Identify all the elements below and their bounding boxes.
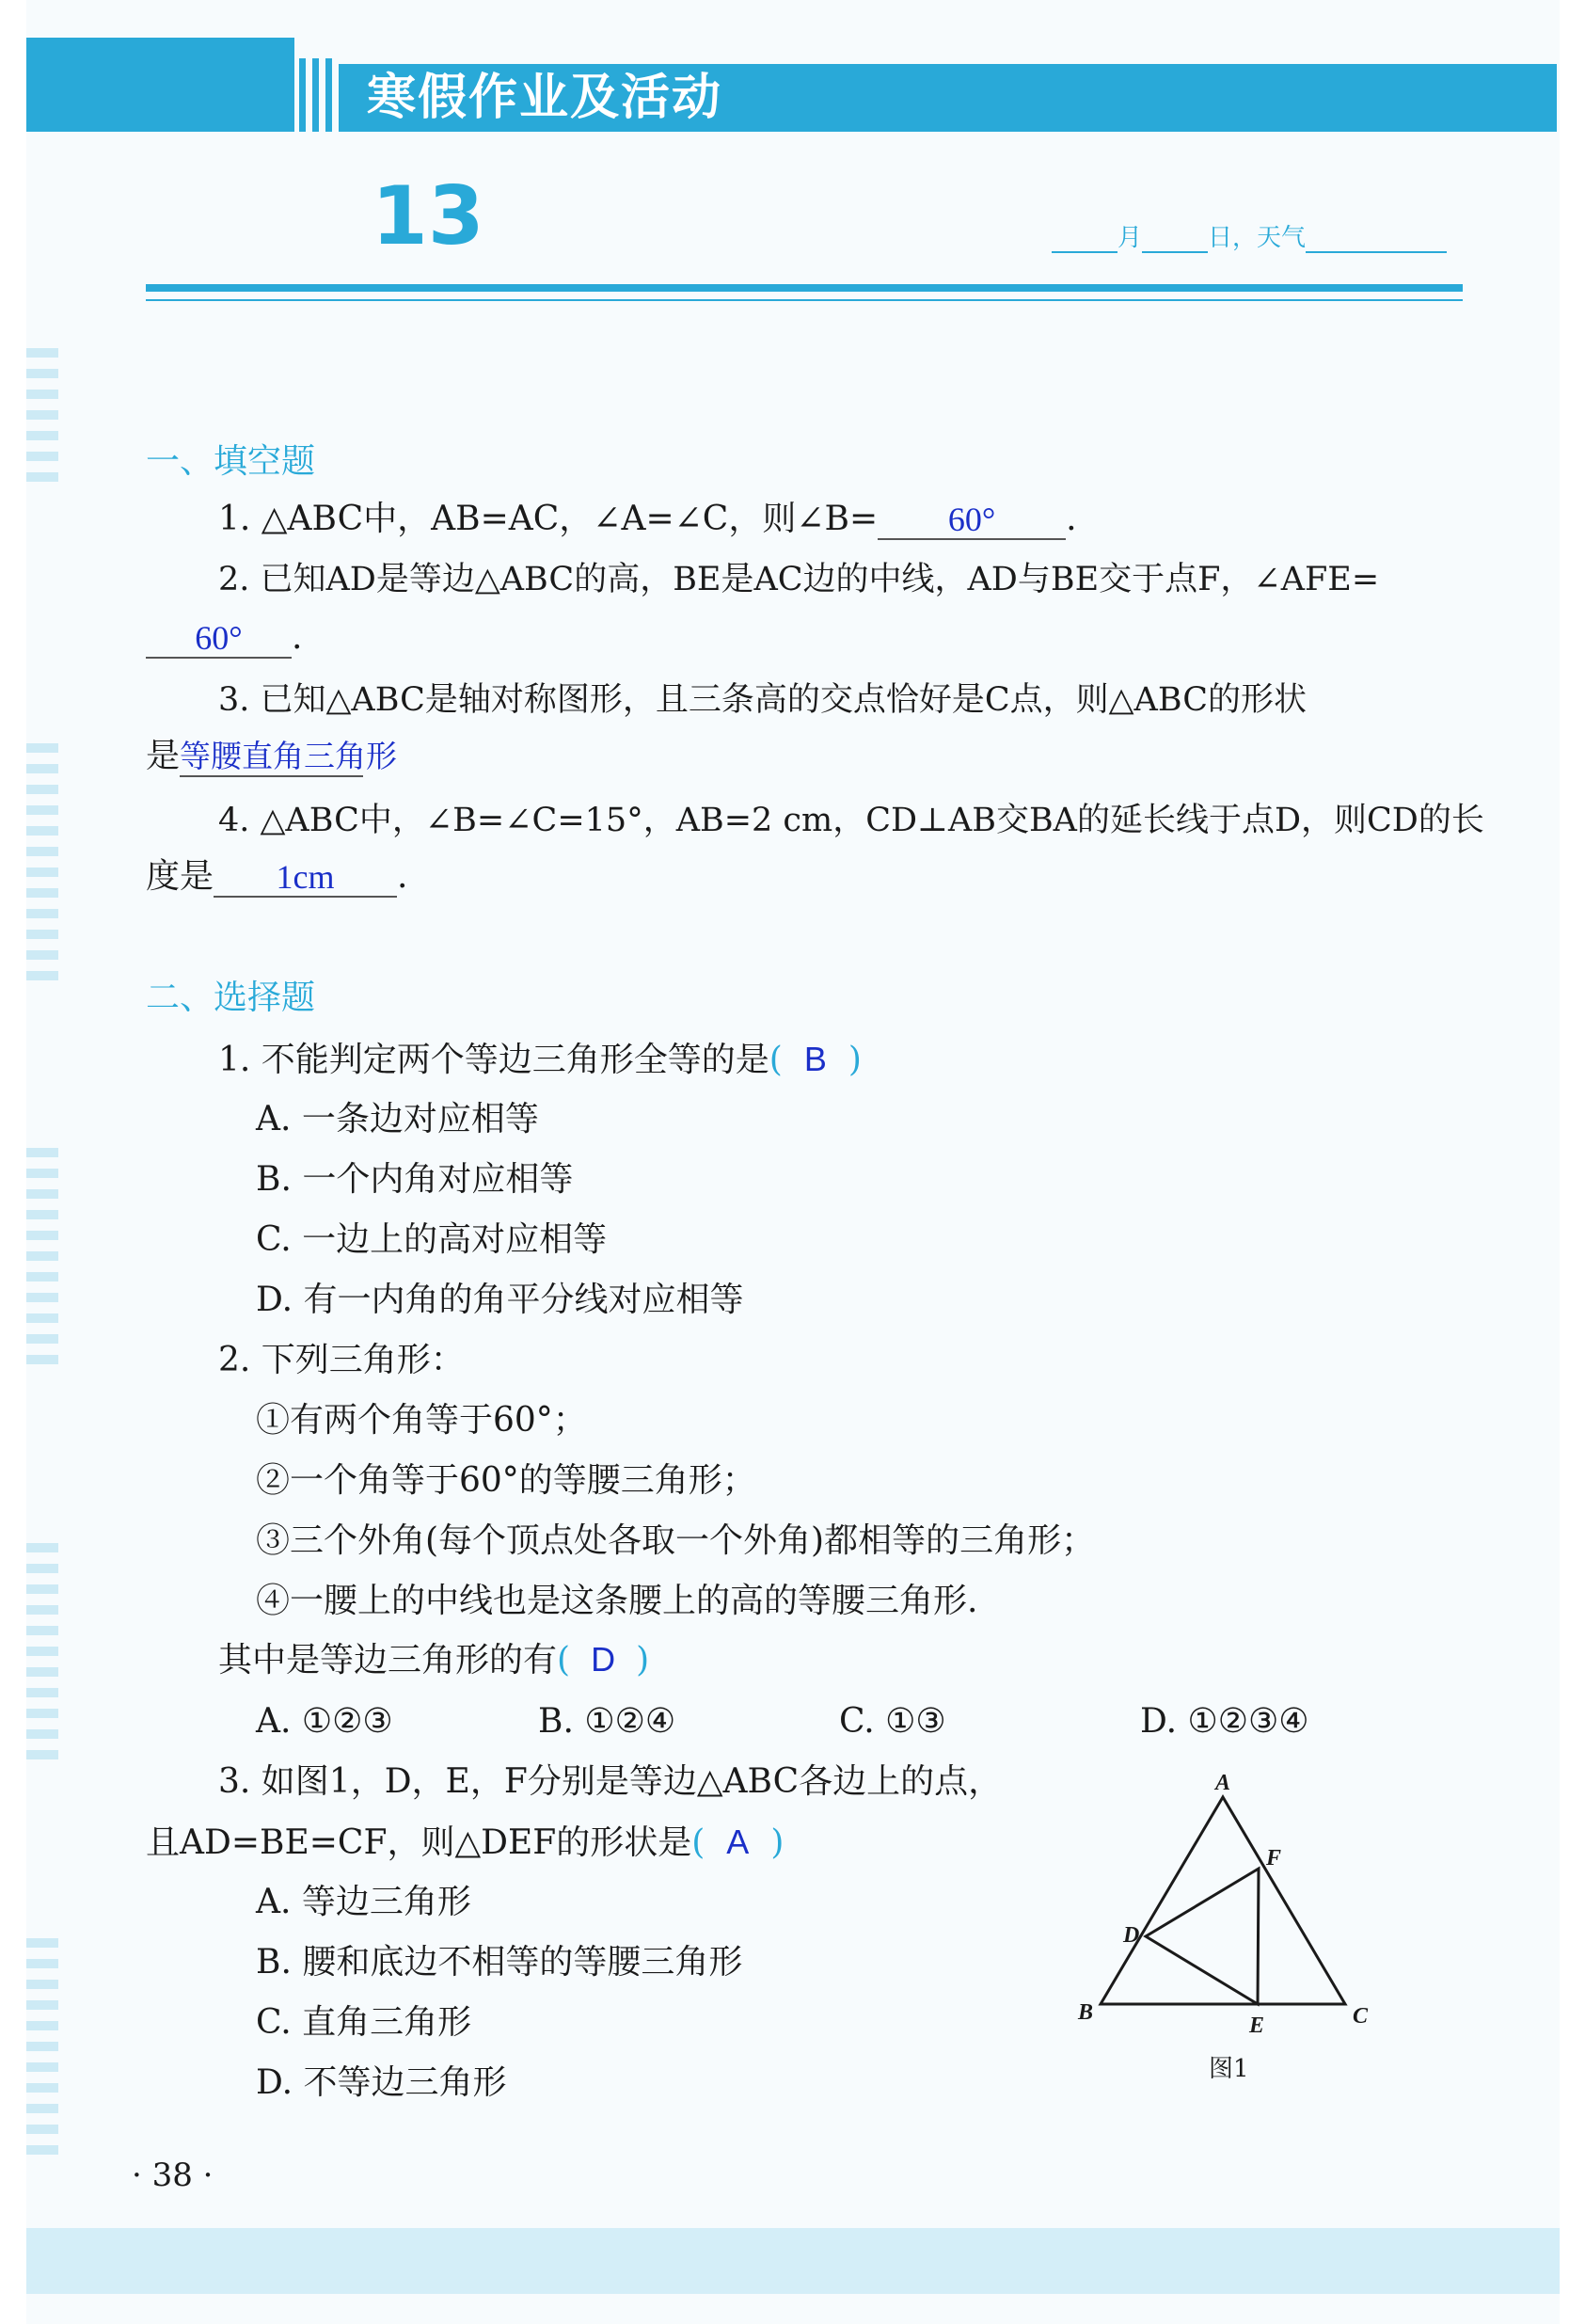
vertex-label-c: C	[1353, 2004, 1369, 2029]
footer-band	[26, 2228, 1560, 2294]
choice-answer: A	[726, 1823, 750, 1861]
header-banner-bars	[299, 58, 332, 132]
lesson-number: 13	[372, 169, 484, 263]
paren-open: (	[691, 1823, 705, 1862]
answer-blank: 60°	[878, 499, 1066, 540]
option-item: A. 一条边对应相等	[256, 1100, 539, 1138]
margin-decoration	[26, 348, 58, 493]
margin-decoration	[26, 1938, 58, 2166]
section-title-fill-in: 一、填空题	[146, 442, 316, 481]
option-item: B. 一个内角对应相等	[256, 1160, 574, 1199]
paren-close: )	[770, 1823, 785, 1862]
question-stem: 1. 不能判定两个等边三角形全等的是	[218, 1041, 769, 1079]
list-item: ③三个外角(每个顶点处各取一个外角)都相等的三角形；	[256, 1521, 1096, 1560]
month-label: 月	[1117, 224, 1143, 252]
question-line	[146, 736, 398, 777]
question-line	[218, 679, 1307, 721]
answer-blank: 1cm	[214, 856, 397, 898]
question-line	[218, 559, 1379, 600]
question-stem: 且AD=BE=CF，则△DEF的形状是	[146, 1823, 692, 1862]
question-line	[218, 499, 1077, 540]
paren-open: (	[557, 1641, 571, 1679]
option-item: C. 一边上的高对应相等	[256, 1220, 608, 1259]
question-end: .	[397, 857, 408, 896]
header-rule-thin	[146, 299, 1463, 301]
weather-blank	[1306, 225, 1447, 253]
month-blank	[1052, 225, 1117, 253]
day-blank	[1142, 225, 1208, 253]
choice-answer: B	[803, 1040, 827, 1078]
vertex-label-e: E	[1249, 2014, 1265, 2038]
option-item: C. 直角三角形	[256, 2003, 472, 2042]
figure-caption: 图1	[1209, 2055, 1249, 2083]
margin-decoration	[26, 1543, 58, 1771]
header-title: 寒假作业及活动	[367, 70, 723, 126]
paren-close: )	[636, 1641, 650, 1679]
day-weather-label: 日，天气	[1208, 224, 1307, 252]
option-item: A. ①②③	[256, 1702, 393, 1741]
question-end: .	[292, 618, 303, 657]
list-item: ①有两个角等于60°；	[256, 1401, 587, 1440]
question-text: 1. △ABC中，AB=AC，∠A=∠C，则∠B=	[218, 500, 879, 538]
option-item: D. ①②③④	[1140, 1702, 1309, 1741]
margin-decoration	[26, 1148, 58, 1376]
list-item: ④一腰上的中线也是这条腰上的高的等腰三角形.	[256, 1582, 978, 1620]
option-item: C. ①③	[839, 1702, 946, 1741]
vertex-label-f: F	[1266, 1846, 1282, 1870]
section-title-choice: 二、选择题	[146, 979, 316, 1017]
header-banner-block	[26, 38, 294, 132]
question-line	[218, 800, 1484, 841]
question-line	[146, 856, 407, 898]
answer-blank: 等腰直角三角形	[180, 736, 363, 777]
triangle-abc	[1101, 1797, 1345, 2004]
vertex-label-a: A	[1215, 1771, 1231, 1795]
question-text: 度是	[146, 857, 214, 896]
question-text: 2. 已知AD是等边△ABC的高，BE是AC边的中线，AD与BE交于点F，∠AFE=	[218, 561, 1380, 598]
question-text: 3. 已知△ABC是轴对称图形，且三条高的交点恰好是C点，则△ABC的形状	[218, 681, 1307, 719]
page-number: · 38 ·	[132, 2157, 214, 2194]
question-stem: 3. 如图1，D，E，F分别是等边△ABC各边上的点，	[218, 1762, 1003, 1801]
vertex-label-b: B	[1078, 2000, 1094, 2025]
margin-decoration	[26, 743, 58, 992]
option-item: B. 腰和底边不相等的等腰三角形	[256, 1943, 743, 1982]
question-stem: 2. 下列三角形：	[218, 1341, 465, 1379]
question-line	[218, 1639, 649, 1681]
paren-close: )	[848, 1041, 862, 1079]
answer-blank: 60°	[146, 617, 292, 659]
question-line	[146, 1822, 784, 1864]
option-item: D. 不等边三角形	[256, 2063, 507, 2102]
vertex-label-d: D	[1123, 1923, 1140, 1948]
list-item: ②一个角等于60°的等腰三角形；	[256, 1461, 756, 1500]
question-text: 是	[146, 737, 181, 775]
option-item: A. 等边三角形	[256, 1883, 471, 1921]
triangle-figure	[1072, 1759, 1392, 2051]
question-line	[218, 1039, 862, 1081]
question-text: 4. △ABC中，∠B=∠C=15°，AB=2 cm，CD⊥AB交BA的延长线于点D，则CD的长	[218, 802, 1484, 839]
option-item: D. 有一内角的角平分线对应相等	[256, 1281, 744, 1319]
triangle-def	[1146, 1869, 1259, 2004]
question-line	[146, 617, 302, 659]
header-rule	[146, 284, 1463, 292]
paren-open: (	[769, 1041, 783, 1079]
option-item: B. ①②④	[538, 1702, 676, 1741]
question-end: .	[1066, 500, 1077, 538]
date-weather-line	[1052, 218, 1447, 253]
question-text: 其中是等边三角形的有	[218, 1641, 558, 1679]
choice-answer: D	[591, 1640, 616, 1679]
